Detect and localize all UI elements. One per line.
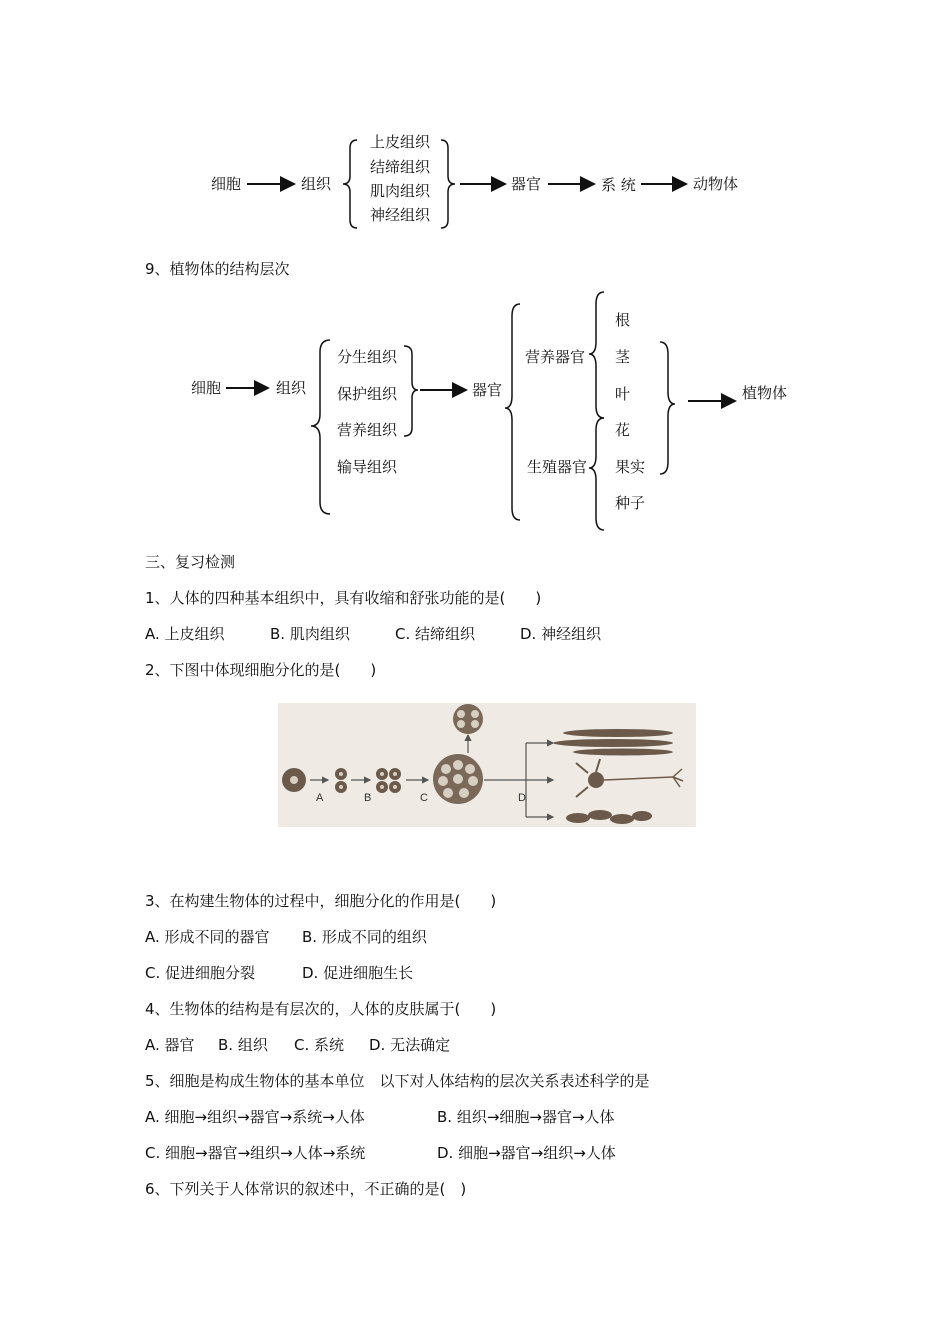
q1-stem: 1、人体的四种基本组织中，具有收缩和舒张功能的是( ) (145, 589, 542, 607)
plant-heading: 9、植物体的结构层次 (145, 260, 290, 278)
left-brace (589, 418, 604, 530)
label-d: D (518, 792, 526, 804)
plant-tissue-4: 输导组织 (337, 458, 398, 476)
q6-stem: 6、下列关于人体常识的叙述中，不正确的是( ) (145, 1180, 467, 1198)
animal-cell: 细胞 (211, 175, 242, 193)
plant-part-leaf: 叶 (615, 385, 631, 403)
q5-option-d: D. 细胞→器官→组织→人体 (437, 1144, 616, 1162)
q4-stem: 4、生物体的结构是有层次的，人体的皮肤属于( ) (145, 1000, 497, 1018)
left-brace (505, 304, 520, 520)
q2-stem: 2、下图中体现细胞分化的是( ) (145, 661, 377, 679)
top-cell-cluster (453, 704, 483, 734)
left-brace (311, 340, 330, 514)
plant-part-fruit: 果实 (615, 458, 646, 476)
right-brace (441, 140, 455, 228)
q1-option-a: A. 上皮组织 (145, 625, 225, 643)
label-c: C (420, 792, 428, 804)
q5-option-c: C. 细胞→器官→组织→人体→系统 (145, 1144, 366, 1162)
label-b: B (364, 792, 372, 804)
plant-tissue: 组织 (276, 379, 307, 397)
plant-part-flower: 花 (615, 421, 631, 439)
cell-cluster (433, 754, 483, 804)
animal-system: 系 统 (601, 176, 636, 194)
q3-stem: 3、在构建生物体的过程中，细胞分化的作用是( ) (145, 892, 497, 910)
q1-option-c: C. 结缔组织 (395, 625, 476, 643)
review-heading: 三、复习检测 (145, 553, 236, 571)
plant-part-stem: 茎 (615, 348, 631, 366)
animal-organ: 器官 (511, 175, 542, 193)
q1-option-b: B. 肌肉组织 (270, 625, 350, 643)
q3-option-b: B. 形成不同的组织 (302, 928, 427, 946)
label-a: A (316, 792, 324, 804)
cell-differentiation-figure (278, 703, 696, 827)
q1-option-d: D. 神经组织 (520, 625, 602, 643)
plant-tissue-2: 保护组织 (337, 385, 398, 403)
animal-tissue-4: 神经组织 (370, 206, 431, 224)
animal-diagram-lines (0, 0, 950, 560)
plant-tissue-1: 分生组织 (337, 348, 398, 366)
animal-tissue: 组织 (301, 175, 332, 193)
q4-option-b: B. 组织 (218, 1036, 268, 1054)
q5-option-b: B. 组织→细胞→器官→人体 (437, 1108, 615, 1126)
right-brace (404, 346, 418, 436)
q4-option-d: D. 无法确定 (369, 1036, 451, 1054)
plant-part-root: 根 (615, 311, 631, 329)
plant-rep-organ: 生殖器官 (527, 458, 588, 476)
animal-body: 动物体 (693, 175, 739, 193)
q4-option-a: A. 器官 (145, 1036, 195, 1054)
animal-tissue-2: 结缔组织 (370, 158, 431, 176)
q3-option-c: C. 促进细胞分裂 (145, 964, 256, 982)
plant-cell: 细胞 (191, 379, 222, 397)
q3-option-d: D. 促进细胞生长 (302, 964, 414, 982)
plant-tissue-3: 营养组织 (337, 421, 398, 439)
plant-organ: 器官 (472, 381, 503, 399)
q3-option-a: A. 形成不同的器官 (145, 928, 270, 946)
plant-veg-organ: 营养器官 (525, 348, 586, 366)
animal-tissue-3: 肌肉组织 (370, 182, 431, 200)
left-brace (343, 140, 357, 228)
q5-stem: 5、细胞是构成生物体的基本单位 以下对人体结构的层次关系表述科学的是 (145, 1072, 650, 1090)
q5-option-a: A. 细胞→组织→器官→系统→人体 (145, 1108, 365, 1126)
plant-part-seed: 种子 (615, 494, 646, 512)
q4-option-c: C. 系统 (294, 1036, 345, 1054)
single-cell (282, 768, 306, 792)
animal-tissue-1: 上皮组织 (370, 133, 431, 151)
plant-body: 植物体 (742, 384, 788, 402)
right-brace (660, 342, 675, 474)
left-brace (589, 292, 604, 418)
